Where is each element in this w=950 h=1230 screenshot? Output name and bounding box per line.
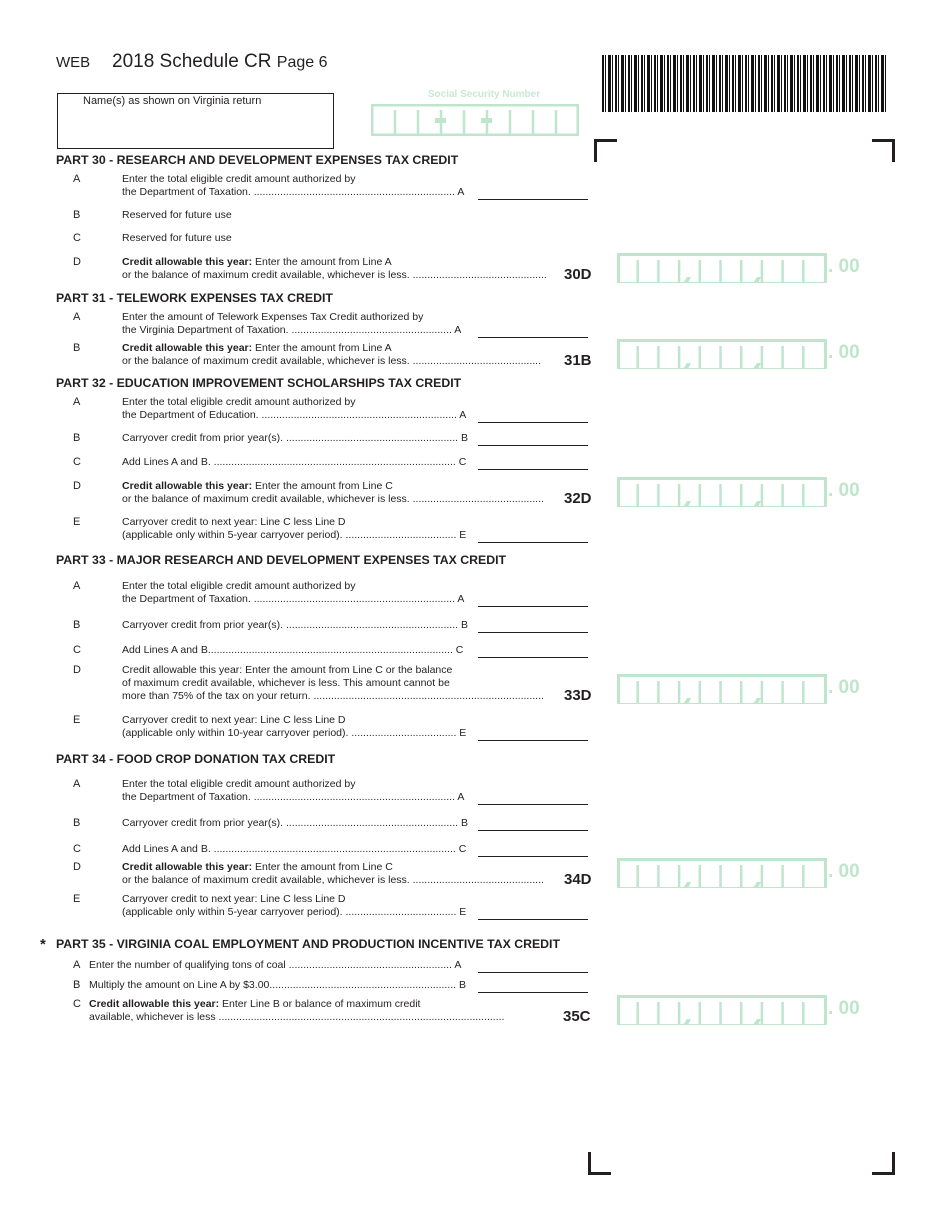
entry-underline[interactable] — [478, 433, 588, 446]
line-description: Credit allowable this year: Enter the amount from Line A or the balance of maximum credit available, whichever is less. ............................................ — [122, 342, 541, 367]
cents-label: . 00 — [828, 998, 860, 1019]
line-description: Add Lines A and B. ................................................................................... C — [122, 843, 467, 855]
line-reference-number: 33D — [564, 687, 592, 704]
line-description: Carryover credit to next year: Line C less Line D (applicable only within 5-year carryover period). ...................................... E — [122, 516, 467, 541]
name-field[interactable] — [57, 93, 334, 149]
amount-entry-box[interactable] — [617, 674, 827, 704]
line-bold-label: Credit allowable this year: — [122, 861, 253, 873]
cents-label: . 00 — [828, 861, 860, 882]
line-description: Multiply the amount on Line A by $3.00................................................................ B — [89, 979, 466, 991]
line-letter: B — [73, 979, 81, 991]
line-bold-label: Credit allowable this year: — [122, 342, 253, 354]
amount-entry-box[interactable] — [617, 253, 827, 283]
schedule-title: 2018 Schedule CR — [112, 51, 272, 72]
registration-corner-bottom-left — [588, 1152, 611, 1175]
line-description: Credit allowable this year: Enter the amount from Line C or the balance of maximum credit available, whichever is less. This amount cannot be more than 75% of the tax on your return. ............................................................................... — [122, 664, 544, 702]
entry-underline[interactable] — [478, 410, 588, 423]
part-heading: PART 35 - VIRGINIA COAL EMPLOYMENT AND PRODUCTION INCENTIVE TAX CREDIT — [56, 937, 560, 951]
entry-underline[interactable] — [478, 792, 588, 805]
entry-underline[interactable] — [478, 325, 588, 338]
line-letter: B — [73, 209, 81, 221]
entry-underline[interactable] — [478, 960, 588, 973]
line-description: Carryover credit to next year: Line C less Line D (applicable only within 10-year carryover period). .................................... E — [122, 714, 467, 739]
line-letter: A — [73, 311, 81, 323]
entry-underline[interactable] — [478, 907, 588, 920]
line-bold-label: Credit allowable this year: — [89, 998, 220, 1010]
line-description: Credit allowable this year: Enter the amount from Line C or the balance of maximum credit available, whichever is less. ............................................. — [122, 480, 544, 505]
line-letter: B — [73, 432, 81, 444]
line-description: Credit allowable this year: Enter the amount from Line A or the balance of maximum credit available, whichever is less. .............................................. — [122, 256, 547, 281]
line-letter: B — [73, 817, 81, 829]
line-letter: A — [73, 778, 81, 790]
ssn-field[interactable] — [371, 104, 579, 136]
line-reference-number: 30D — [564, 266, 592, 283]
line-letter: D — [73, 480, 81, 492]
line-letter: B — [73, 342, 81, 354]
line-reference-number: 32D — [564, 490, 592, 507]
line-letter: A — [73, 959, 81, 971]
line-description: Credit allowable this year: Enter the amount from Line C or the balance of maximum credit available, whichever is less. ............................................. — [122, 861, 544, 886]
line-description: Add Lines A and B.................................................................................... C — [122, 644, 464, 656]
amount-entry-box[interactable] — [617, 858, 827, 888]
line-description: Add Lines A and B. ................................................................................... C — [122, 456, 467, 468]
part-heading: PART 34 - FOOD CROP DONATION TAX CREDIT — [56, 752, 336, 766]
web-label: WEB — [56, 54, 91, 71]
entry-underline[interactable] — [478, 728, 588, 741]
line-letter: C — [73, 843, 81, 855]
amount-entry-box[interactable] — [617, 339, 827, 369]
line-reference-number: 34D — [564, 871, 592, 888]
line-letter: C — [73, 232, 81, 244]
line-bold-label: Credit allowable this year: — [122, 480, 253, 492]
ssn-label: Social Security Number — [427, 89, 541, 100]
entry-underline[interactable] — [478, 530, 588, 543]
line-letter: D — [73, 664, 81, 676]
part-heading: PART 32 - EDUCATION IMPROVEMENT SCHOLARSHIPS TAX CREDIT — [56, 376, 462, 390]
cents-label: . 00 — [828, 342, 860, 363]
line-bold-label: Credit allowable this year: — [122, 256, 253, 268]
line-letter: C — [73, 456, 81, 468]
line-description: Carryover credit from prior year(s). ........................................................... B — [122, 817, 468, 829]
cents-label: . 00 — [828, 677, 860, 698]
line-description: Enter the number of qualifying tons of coal ........................................................ A — [89, 959, 462, 971]
part-marker-asterisk: * — [40, 936, 46, 953]
entry-underline[interactable] — [478, 457, 588, 470]
line-description: Reserved for future use — [122, 232, 232, 244]
line-description: Credit allowable this year: Enter Line B or balance of maximum credit available, whichever is less .................................................................................................. — [89, 998, 505, 1023]
line-description: Carryover credit from prior year(s). ........................................................... B — [122, 619, 468, 631]
name-field-label: Name(s) as shown on Virginia return — [83, 95, 262, 107]
entry-underline[interactable] — [478, 844, 588, 857]
entry-underline[interactable] — [478, 645, 588, 658]
line-description: Enter the total eligible credit amount authorized by the Department of Education. ................................................................... A — [122, 396, 467, 421]
entry-underline[interactable] — [478, 187, 588, 200]
line-description: Enter the total eligible credit amount authorized by the Department of Taxation. ..................................................................... A — [122, 778, 465, 803]
entry-underline[interactable] — [478, 594, 588, 607]
line-reference-number: 35C — [563, 1008, 591, 1025]
line-description: Enter the total eligible credit amount authorized by the Department of Taxation. ..................................................................... A — [122, 173, 465, 198]
entry-underline[interactable] — [478, 620, 588, 633]
line-description: Carryover credit from prior year(s). ........................................................... B — [122, 432, 468, 444]
part-heading: PART 33 - MAJOR RESEARCH AND DEVELOPMENT EXPENSES TAX CREDIT — [56, 553, 507, 567]
line-letter: E — [73, 714, 81, 726]
line-letter: C — [73, 644, 81, 656]
line-letter: A — [73, 580, 81, 592]
amount-entry-box[interactable] — [617, 995, 827, 1025]
line-letter: E — [73, 516, 81, 528]
entry-underline[interactable] — [478, 980, 588, 993]
line-description: Enter the amount of Telework Expenses Tax Credit authorized by the Virginia Department of Taxation. ....................................................... A — [122, 311, 462, 336]
line-letter: D — [73, 256, 81, 268]
cents-label: . 00 — [828, 480, 860, 501]
line-description: Carryover credit to next year: Line C less Line D (applicable only within 5-year carryover period). ...................................... E — [122, 893, 467, 918]
registration-corner-top-right — [872, 139, 895, 162]
line-letter: B — [73, 619, 81, 631]
line-letter: C — [73, 998, 81, 1010]
registration-corner-bottom-right — [872, 1152, 895, 1175]
amount-entry-box[interactable] — [617, 477, 827, 507]
page-number: Page 6 — [276, 54, 328, 71]
entry-underline[interactable] — [478, 818, 588, 831]
part-heading: PART 31 - TELEWORK EXPENSES TAX CREDIT — [56, 291, 333, 305]
barcode-icon — [602, 55, 886, 112]
line-letter: A — [73, 396, 81, 408]
line-description: Reserved for future use — [122, 209, 232, 221]
line-reference-number: 31B — [564, 352, 592, 369]
line-letter: A — [73, 173, 81, 185]
part-heading: PART 30 - RESEARCH AND DEVELOPMENT EXPENSES TAX CREDIT — [56, 153, 459, 167]
page-title — [112, 51, 328, 73]
registration-corner-top-left — [594, 139, 617, 162]
line-description: Enter the total eligible credit amount authorized by the Department of Taxation. ..................................................................... A — [122, 580, 465, 605]
line-letter: D — [73, 861, 81, 873]
line-letter: E — [73, 893, 81, 905]
cents-label: . 00 — [828, 256, 860, 277]
